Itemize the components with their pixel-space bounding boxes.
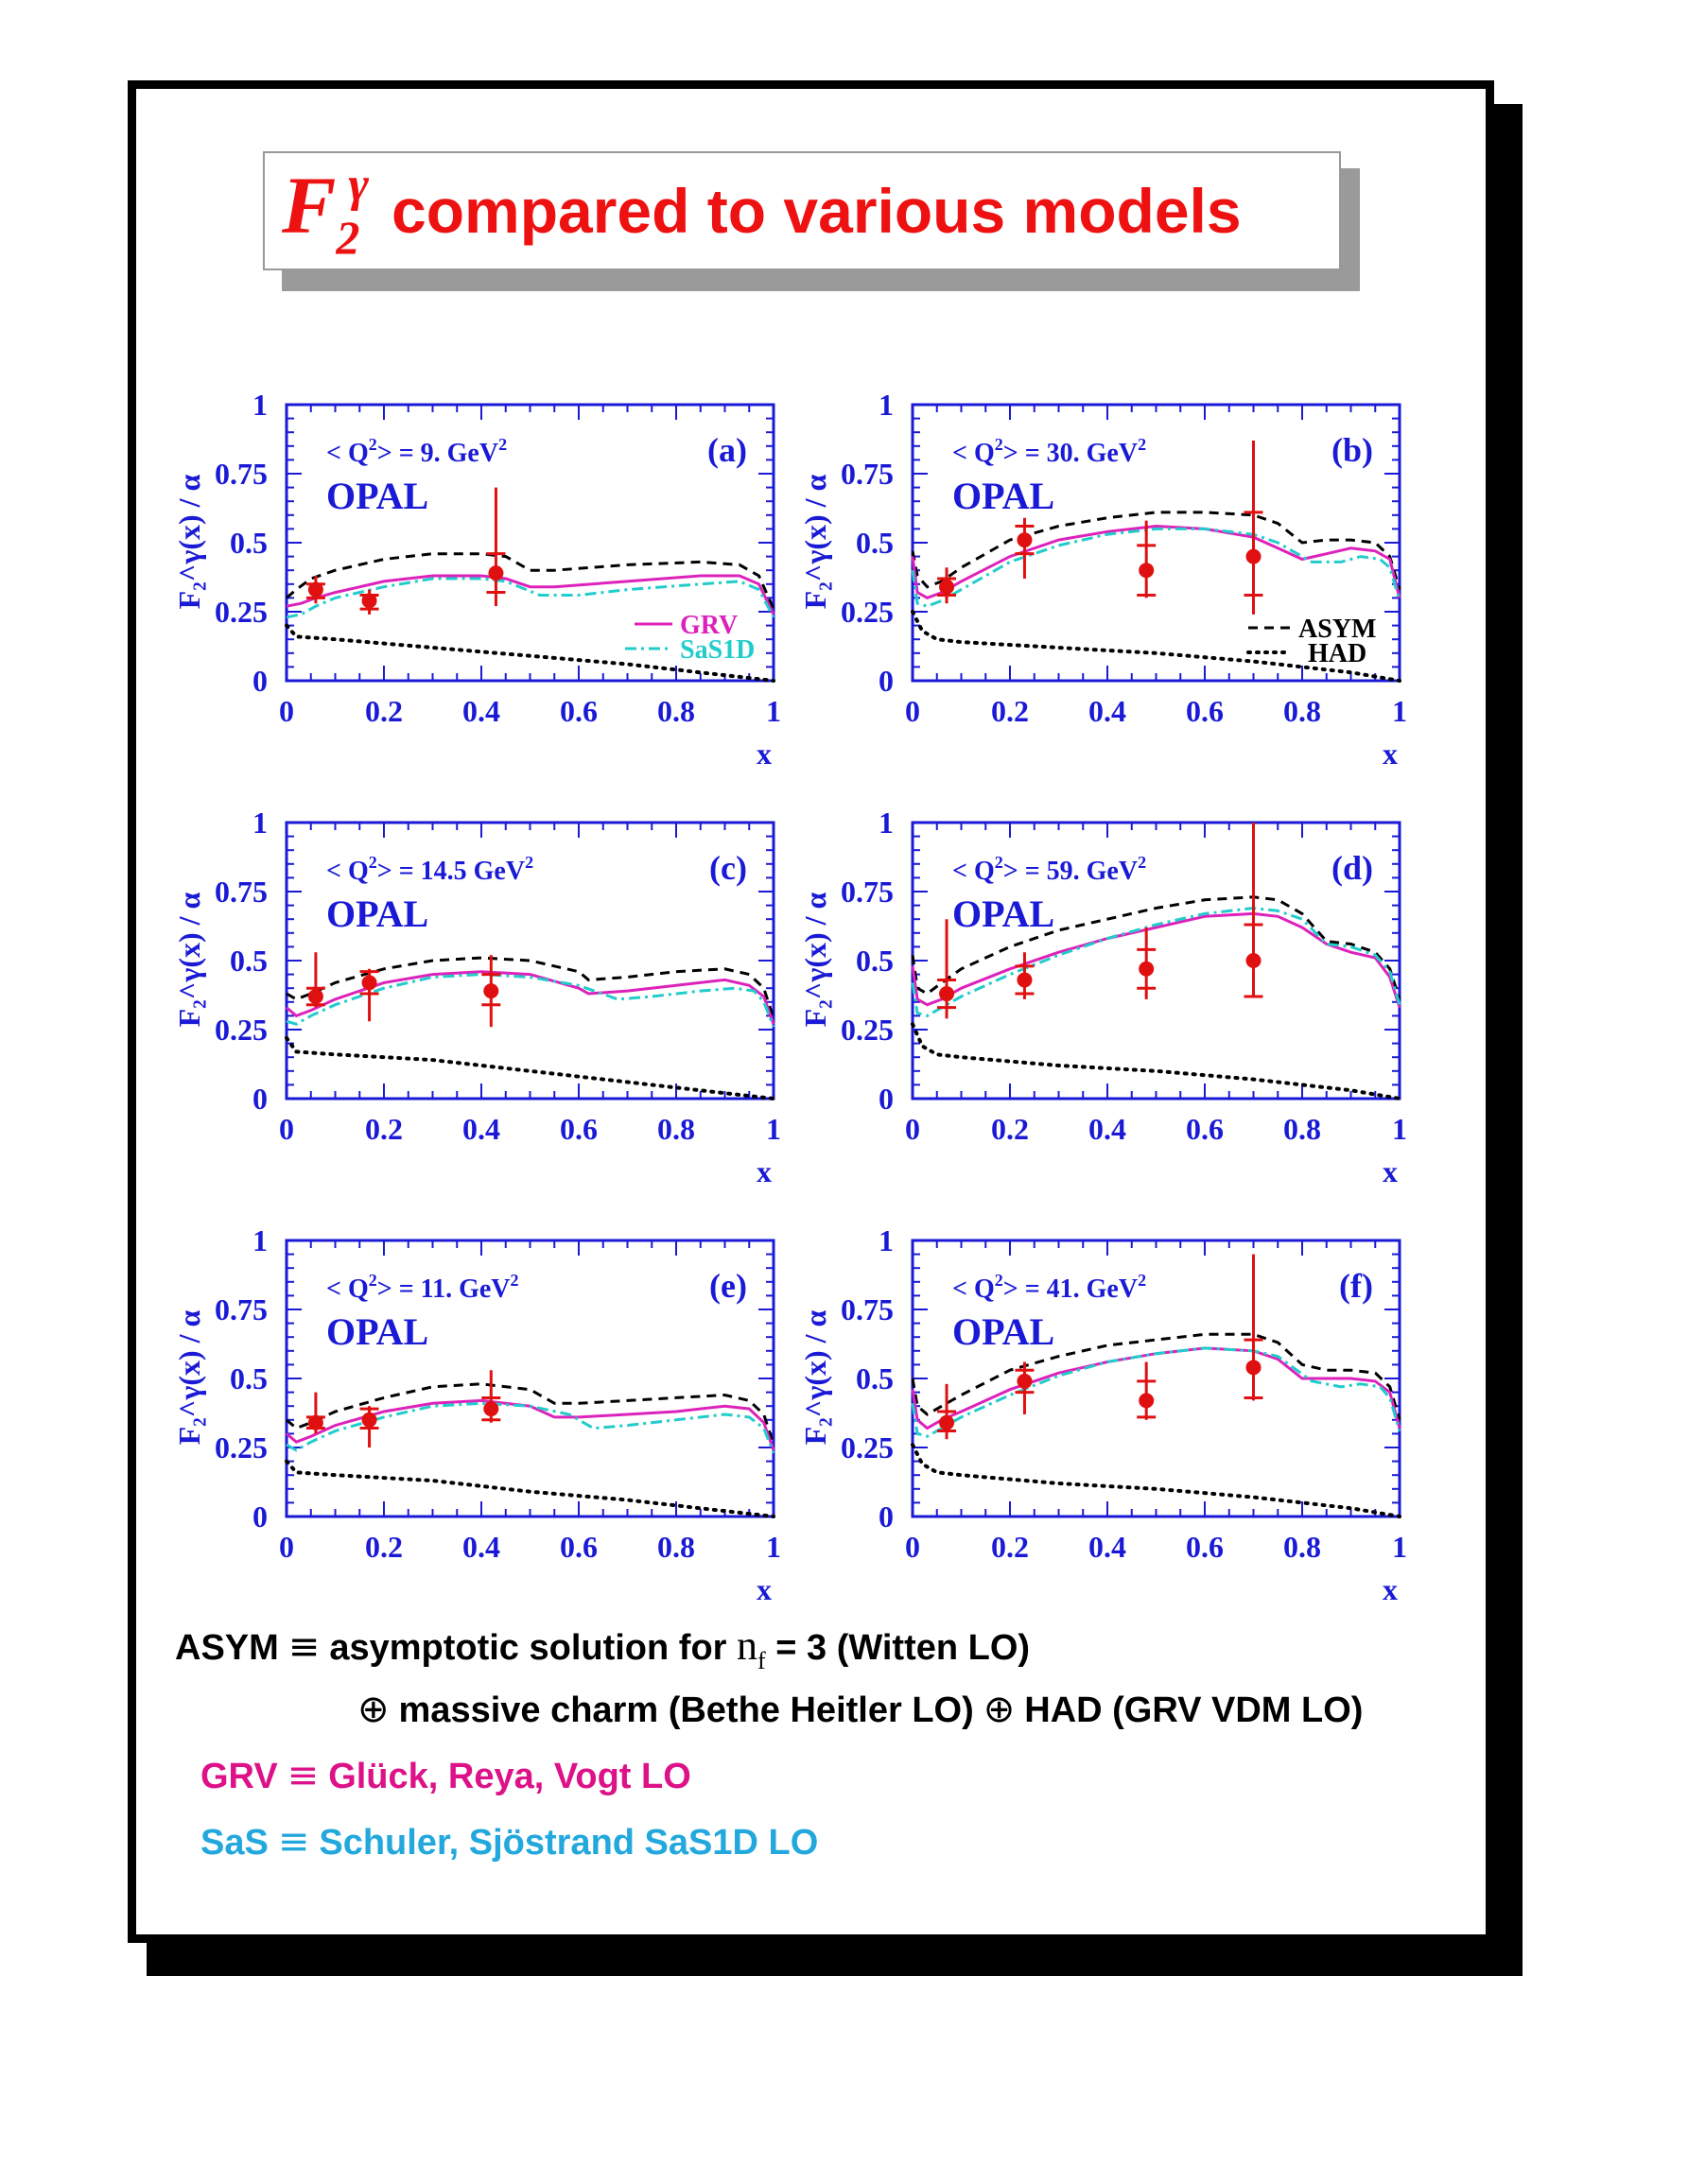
y-tick-label: 0.5	[856, 944, 894, 978]
data-point	[1246, 1360, 1262, 1375]
series-had	[913, 1024, 1400, 1099]
y-axis-label: F₂^γ(x) / α	[798, 474, 832, 610]
series-grv	[913, 1348, 1400, 1429]
data-point	[488, 565, 503, 581]
x-tick-label: 0.2	[365, 1112, 403, 1146]
series-asym	[287, 958, 774, 1018]
x-tick-label: 0.2	[365, 1530, 403, 1564]
x-tick-label: 0.2	[991, 694, 1029, 728]
legend-asym-line2: ⊕ massive charm (Bethe Heitler LO) ⊕ HAD (GRV VDM LO)	[357, 1688, 1364, 1731]
x-axis-label: x	[757, 1572, 772, 1606]
x-tick-label: 0.8	[657, 1112, 695, 1146]
x-tick-label: 0.6	[1186, 694, 1224, 728]
experiment-label: OPAL	[326, 893, 429, 935]
x-tick-label: 0.2	[991, 1112, 1029, 1146]
y-tick-label: 0.5	[230, 944, 268, 978]
experiment-label: OPAL	[952, 475, 1055, 517]
data-point	[362, 975, 377, 990]
x-tick-label: 0.4	[462, 694, 500, 728]
y-tick-label: 0.5	[230, 1361, 268, 1395]
x-tick-label: 0.4	[462, 1112, 500, 1146]
data-point	[939, 986, 954, 1001]
x-tick-label: 0.4	[462, 1530, 500, 1564]
equiv-icon: ≡	[287, 1625, 321, 1669]
y-tick-label: 0.25	[215, 1430, 268, 1465]
panel-a	[172, 388, 781, 771]
data-point	[939, 1415, 954, 1430]
y-tick-label: 0.75	[215, 457, 268, 491]
series-sas1d	[913, 1348, 1400, 1436]
x-tick-label: 0.6	[560, 1112, 598, 1146]
data-point	[1139, 1393, 1154, 1408]
y-tick-label: 0	[879, 1499, 894, 1534]
y-axis-label: F₂^γ(x) / α	[172, 474, 206, 610]
x-tick-label: 0.8	[657, 1530, 695, 1564]
x-tick-label: 0.8	[1283, 1112, 1321, 1146]
data-point	[1017, 972, 1032, 987]
panel-label: (d)	[1331, 849, 1373, 887]
legend-sas-label: SaS1D	[680, 635, 756, 665]
y-tick-label: 0	[879, 664, 894, 698]
panel-d	[798, 806, 1407, 1188]
q2-label: < $Q^2> = 41$. GeV$^2$	[952, 1271, 1147, 1304]
x-tick-label: 0.8	[657, 694, 695, 728]
series-asym	[287, 554, 774, 609]
data-point	[1139, 962, 1154, 977]
y-tick-label: 0.25	[215, 1013, 268, 1047]
panel-label: (b)	[1331, 431, 1373, 469]
panel-e	[172, 1223, 781, 1606]
nf-symbol: $n_f$	[737, 1622, 766, 1674]
q2-label: < $Q^2> = 9$. GeV$^2$	[326, 435, 508, 468]
x-tick-label: 0.8	[1283, 1530, 1321, 1564]
experiment-label: OPAL	[952, 1310, 1055, 1353]
x-tick-label: 0	[905, 694, 920, 728]
data-point	[483, 1401, 498, 1416]
panel-label: (c)	[709, 849, 747, 887]
y-tick-label: 0	[252, 1082, 268, 1116]
y-tick-label: 0.75	[215, 875, 268, 909]
x-tick-label: 0	[279, 1530, 294, 1564]
x-tick-label: 0	[905, 1530, 920, 1564]
x-tick-label: 0.2	[991, 1530, 1029, 1564]
q2-label: < $Q^2> = 14.5$ GeV$^2$	[326, 853, 534, 886]
y-axis-label: F₂^γ(x) / α	[172, 1309, 206, 1446]
x-tick-label: 1	[1392, 1530, 1407, 1564]
y-tick-label: 1	[879, 388, 894, 422]
legend-grv: GRV ≡ Glück, Reya, Vogt LO	[200, 1754, 691, 1797]
title-text: compared to various models	[392, 176, 1242, 246]
y-axis-label: F₂^γ(x) / α	[798, 1309, 832, 1446]
x-tick-label: 0.6	[1186, 1530, 1224, 1564]
x-tick-label: 0.4	[1088, 1112, 1126, 1146]
oplus-icon: ⊕	[357, 1688, 390, 1731]
experiment-label: OPAL	[326, 475, 429, 517]
title-symbol: $F_2^\gamma$	[282, 158, 370, 264]
panel-label: (a)	[707, 431, 747, 469]
x-tick-label: 0.6	[560, 694, 598, 728]
panel-label: (e)	[709, 1267, 747, 1305]
x-tick-label: 1	[766, 1530, 781, 1564]
x-tick-label: 0.4	[1088, 694, 1126, 728]
y-tick-label: 0.75	[841, 457, 894, 491]
data-point	[1246, 953, 1262, 968]
y-tick-label: 0.5	[856, 1361, 894, 1395]
data-point	[939, 580, 954, 595]
data-point	[308, 989, 323, 1004]
y-tick-label: 1	[252, 1223, 268, 1257]
series-grv	[287, 576, 774, 615]
y-tick-label: 0	[252, 664, 268, 698]
x-tick-label: 0.6	[1186, 1112, 1224, 1146]
x-tick-label: 1	[766, 694, 781, 728]
y-axis-label: F₂^γ(x) / α	[172, 892, 206, 1028]
data-point	[1139, 563, 1154, 578]
x-tick-label: 0.4	[1088, 1530, 1126, 1564]
equiv-icon: ≡	[287, 1754, 320, 1797]
y-tick-label: 1	[879, 806, 894, 840]
legend-had-label: HAD	[1308, 639, 1367, 668]
panel-f	[798, 1223, 1407, 1606]
legend-asym-label: ASYM	[1298, 615, 1377, 644]
panel-c	[172, 806, 781, 1188]
x-tick-label: 0	[905, 1112, 920, 1146]
y-tick-label: 0.75	[215, 1292, 268, 1326]
series-had	[913, 1445, 1400, 1517]
data-point	[1246, 549, 1262, 564]
panel-b	[798, 388, 1407, 771]
data-point	[308, 1415, 323, 1430]
q2-label: < $Q^2> = 30$. GeV$^2$	[952, 435, 1147, 468]
series-had	[287, 1038, 774, 1099]
series-sas1d	[287, 1403, 774, 1453]
series-asym	[287, 1384, 774, 1445]
q2-label: < $Q^2> = 11$. GeV$^2$	[326, 1271, 519, 1304]
x-tick-label: 1	[1392, 1112, 1407, 1146]
experiment-label: OPAL	[326, 1310, 429, 1353]
data-point	[1017, 1374, 1032, 1389]
panel-label: (f)	[1339, 1267, 1373, 1305]
x-tick-label: 0.2	[365, 694, 403, 728]
y-axis-label: F₂^γ(x) / α	[798, 892, 832, 1028]
x-tick-label: 0.6	[560, 1530, 598, 1564]
y-tick-label: 0	[252, 1499, 268, 1534]
data-point	[483, 983, 498, 998]
y-tick-label: 0.5	[230, 526, 268, 560]
data-point	[362, 593, 377, 608]
q2-label: < $Q^2> = 59$. GeV$^2$	[952, 853, 1147, 886]
data-point	[362, 1413, 377, 1428]
y-tick-label: 1	[252, 806, 268, 840]
legend-grv-label: GRV	[680, 611, 739, 640]
x-tick-label: 0.8	[1283, 694, 1321, 728]
x-tick-label: 1	[766, 1112, 781, 1146]
data-point	[1017, 532, 1032, 547]
x-axis-label: x	[1383, 737, 1398, 771]
x-axis-label: x	[1383, 1154, 1398, 1188]
legend-sas: SaS ≡ Schuler, Sjöstrand SaS1D LO	[200, 1820, 819, 1863]
y-tick-label: 0.75	[841, 1292, 894, 1326]
legend-asym-line1: ASYM ≡ asymptotic solution for $n_f = 3$ (Witten LO)	[175, 1622, 1031, 1674]
y-tick-label: 0.75	[841, 875, 894, 909]
series-asym	[913, 512, 1400, 590]
y-tick-label: 0.25	[215, 595, 268, 629]
x-axis-label: x	[757, 737, 772, 771]
y-tick-label: 0.5	[856, 526, 894, 560]
x-axis-label: x	[757, 1154, 772, 1188]
y-tick-label: 1	[879, 1223, 894, 1257]
x-tick-label: 0	[279, 1112, 294, 1146]
data-point	[308, 582, 323, 598]
x-tick-label: 1	[1392, 694, 1407, 728]
y-tick-label: 0	[879, 1082, 894, 1116]
x-axis-label: x	[1383, 1572, 1398, 1606]
experiment-label: OPAL	[952, 893, 1055, 935]
y-tick-label: 1	[252, 388, 268, 422]
y-tick-label: 0.25	[841, 1013, 894, 1047]
y-tick-label: 0.25	[841, 595, 894, 629]
y-tick-label: 0.25	[841, 1430, 894, 1465]
equiv-icon: ≡	[277, 1820, 310, 1863]
oplus-icon: ⊕	[983, 1688, 1016, 1731]
x-tick-label: 0	[279, 694, 294, 728]
series-had	[287, 1462, 774, 1517]
